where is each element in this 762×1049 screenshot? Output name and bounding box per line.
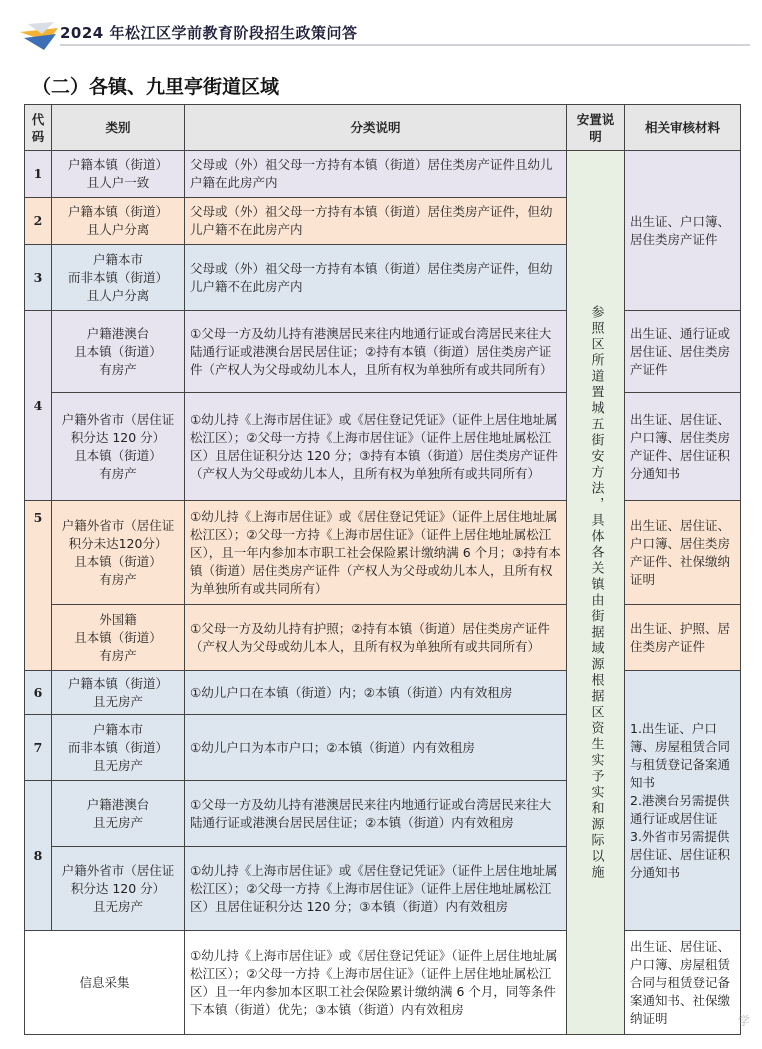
row-code: 7 [25, 715, 52, 781]
row-code: 6 [25, 671, 52, 715]
row-description: ①父母一方及幼儿持有港澳居民来往内地通行证或台湾居民来往大陆通行证或港澳台居民居住证；②持有本镇（街道）居住类房产证件（产权人为父母或幼儿本人，且所有权为单独所有或共同所有） [185, 311, 567, 393]
row-description: ①幼儿户口为本市户口；②本镇（街道）内有效租房 [185, 715, 567, 781]
materials-cell: 出生证、户口簿、居住类房产证件 [625, 151, 741, 311]
logo-icon [18, 8, 60, 52]
row-code: 4 [25, 311, 52, 501]
row-code: 3 [25, 245, 52, 311]
row-code: 2 [25, 198, 52, 245]
row-code: 1 [25, 151, 52, 198]
document-title: 2024 年松江区学前教育阶段招生政策问答 [60, 24, 358, 42]
row-description: ①幼儿户口在本镇（街道）内；②本镇（街道）内有效租房 [185, 671, 567, 715]
row-category: 户籍本镇（街道） 且人户一致 [52, 151, 185, 198]
materials-cell: 出生证、护照、居住类房产证件 [625, 605, 741, 671]
row-description: ①幼儿持《上海市居住证》或《居住登记凭证》（证件上居住地址属松江区）；②父母一方持《上海市居住证》（证件上居住地址属松江区）且一年内参加本区职工社会保险累计缴纳满 6 个月，同等条件下本镇（街道）优先；③本镇（街道）内有效租房 [185, 931, 567, 1035]
row-category: 户籍港澳台 且无房产 [52, 781, 185, 847]
row-category: 户籍本市 而非本镇（街道） 且人户分离 [52, 245, 185, 311]
row-category: 户籍本镇（街道） 且人户分离 [52, 198, 185, 245]
section-title: （二）各镇、九里亭街道区域 [32, 76, 280, 98]
header-arrangement: 安置说明 [567, 105, 625, 151]
watermark: 学 [737, 1014, 750, 1028]
table-row [25, 671, 741, 715]
materials-cell: 出生证、居住证、户口簿、居住类房产证件、居住证积分通知书 [625, 393, 741, 501]
table-row [25, 393, 741, 501]
row-category: 户籍本市 而非本镇（街道） 且无房产 [52, 715, 185, 781]
materials-cell: 出生证、居住证、户口簿、房屋租赁合同与租赁登记备案通知书、社保缴纳证明 [625, 931, 741, 1035]
row-description: ①幼儿持《上海市居住证》或《居住登记凭证》（证件上居住地址属松江区）；②父母一方持《上海市居住证》（证件上居住地址属松江区）且居住证积分达 120 分；③本镇（街道）内有效租房 [185, 847, 567, 931]
row-description: ①幼儿持《上海市居住证》或《居住登记凭证》（证件上居住地址属松江区）；②父母一方持《上海市居住证》（证件上居住地址属松江区），且一年内参加本市职工社会保险累计缴纳满 6 个月；③持有本镇（街道）居住类房产证件（产权人为父母或幼儿本人，且所有权为单独所有或共同所有） [185, 501, 567, 605]
row-category: 户籍港澳台 且本镇（街道） 有房产 [52, 311, 185, 393]
header-description: 分类说明 [185, 105, 567, 151]
materials-cell: 出生证、居住证、户口簿、居住类房产证件、社保缴纳证明 [625, 501, 741, 605]
row-category: 户籍外省市（居住证积分达 120 分） 且无房产 [52, 847, 185, 931]
row-code: 8 [25, 781, 52, 931]
table-row [25, 151, 741, 198]
title-divider [60, 44, 750, 46]
row-description: ①幼儿持《上海市居住证》或《居住登记凭证》（证件上居住地址属松江区）；②父母一方持《上海市居住证》（证件上居住地址属松江区）且居住证积分达 120 分；③持有本镇（街道）居住类房产证件（产权人为父母或幼儿本人，且所有权为单独所有或共同所有） [185, 393, 567, 501]
arrangement-cell [567, 151, 625, 1035]
row-category: 户籍本镇（街道） 且无房产 [52, 671, 185, 715]
table-row [25, 931, 741, 1035]
policy-table [24, 104, 741, 1035]
materials-cell: 1.出生证、户口簿、房屋租赁合同与租赁登记备案通知书 2.港澳台另需提供通行证或居住证 3.外省市另需提供居住证、居住证积分通知书 [625, 671, 741, 931]
arrangement-text: 参照区所道置城五街安方法，具体各关镇由街据域源根据区资生实予实和源际以施 [588, 304, 604, 881]
row-category: 外国籍 且本镇（街道） 有房产 [52, 605, 185, 671]
row-description: 父母或（外）祖父母一方持有本镇（街道）居住类房产证件，但幼儿户籍不在此房产内 [185, 245, 567, 311]
row-description: ①父母一方及幼儿持有护照；②持有本镇（街道）居住类房产证件（产权人为父母或幼儿本人，且所有权为单独所有或共同所有） [185, 605, 567, 671]
table-row [25, 501, 741, 605]
header-materials: 相关审核材料 [625, 105, 741, 151]
row-code: 5 [25, 501, 52, 671]
row-description: 父母或（外）祖父母一方持有本镇（街道）居住类房产证件且幼儿户籍在此房产内 [185, 151, 567, 198]
header-code: 代码 [25, 105, 52, 151]
materials-cell: 出生证、通行证或居住证、居住类房产证件 [625, 311, 741, 393]
row-description: ①父母一方及幼儿持有港澳居民来往内地通行证或台湾居民来往大陆通行证或港澳台居民居住证；②本镇（街道）内有效租房 [185, 781, 567, 847]
row-category: 户籍外省市（居住证积分未达120分） 且本镇（街道） 有房产 [52, 501, 185, 605]
table-row [25, 605, 741, 671]
header-category: 类别 [52, 105, 185, 151]
row-description: 父母或（外）祖父母一方持有本镇（街道）居住类房产证件，但幼儿户籍不在此房产内 [185, 198, 567, 245]
row-category: 户籍外省市（居住证积分达 120 分） 且本镇（街道） 有房产 [52, 393, 185, 501]
table-row [25, 311, 741, 393]
row-category: 信息采集 [25, 931, 185, 1035]
